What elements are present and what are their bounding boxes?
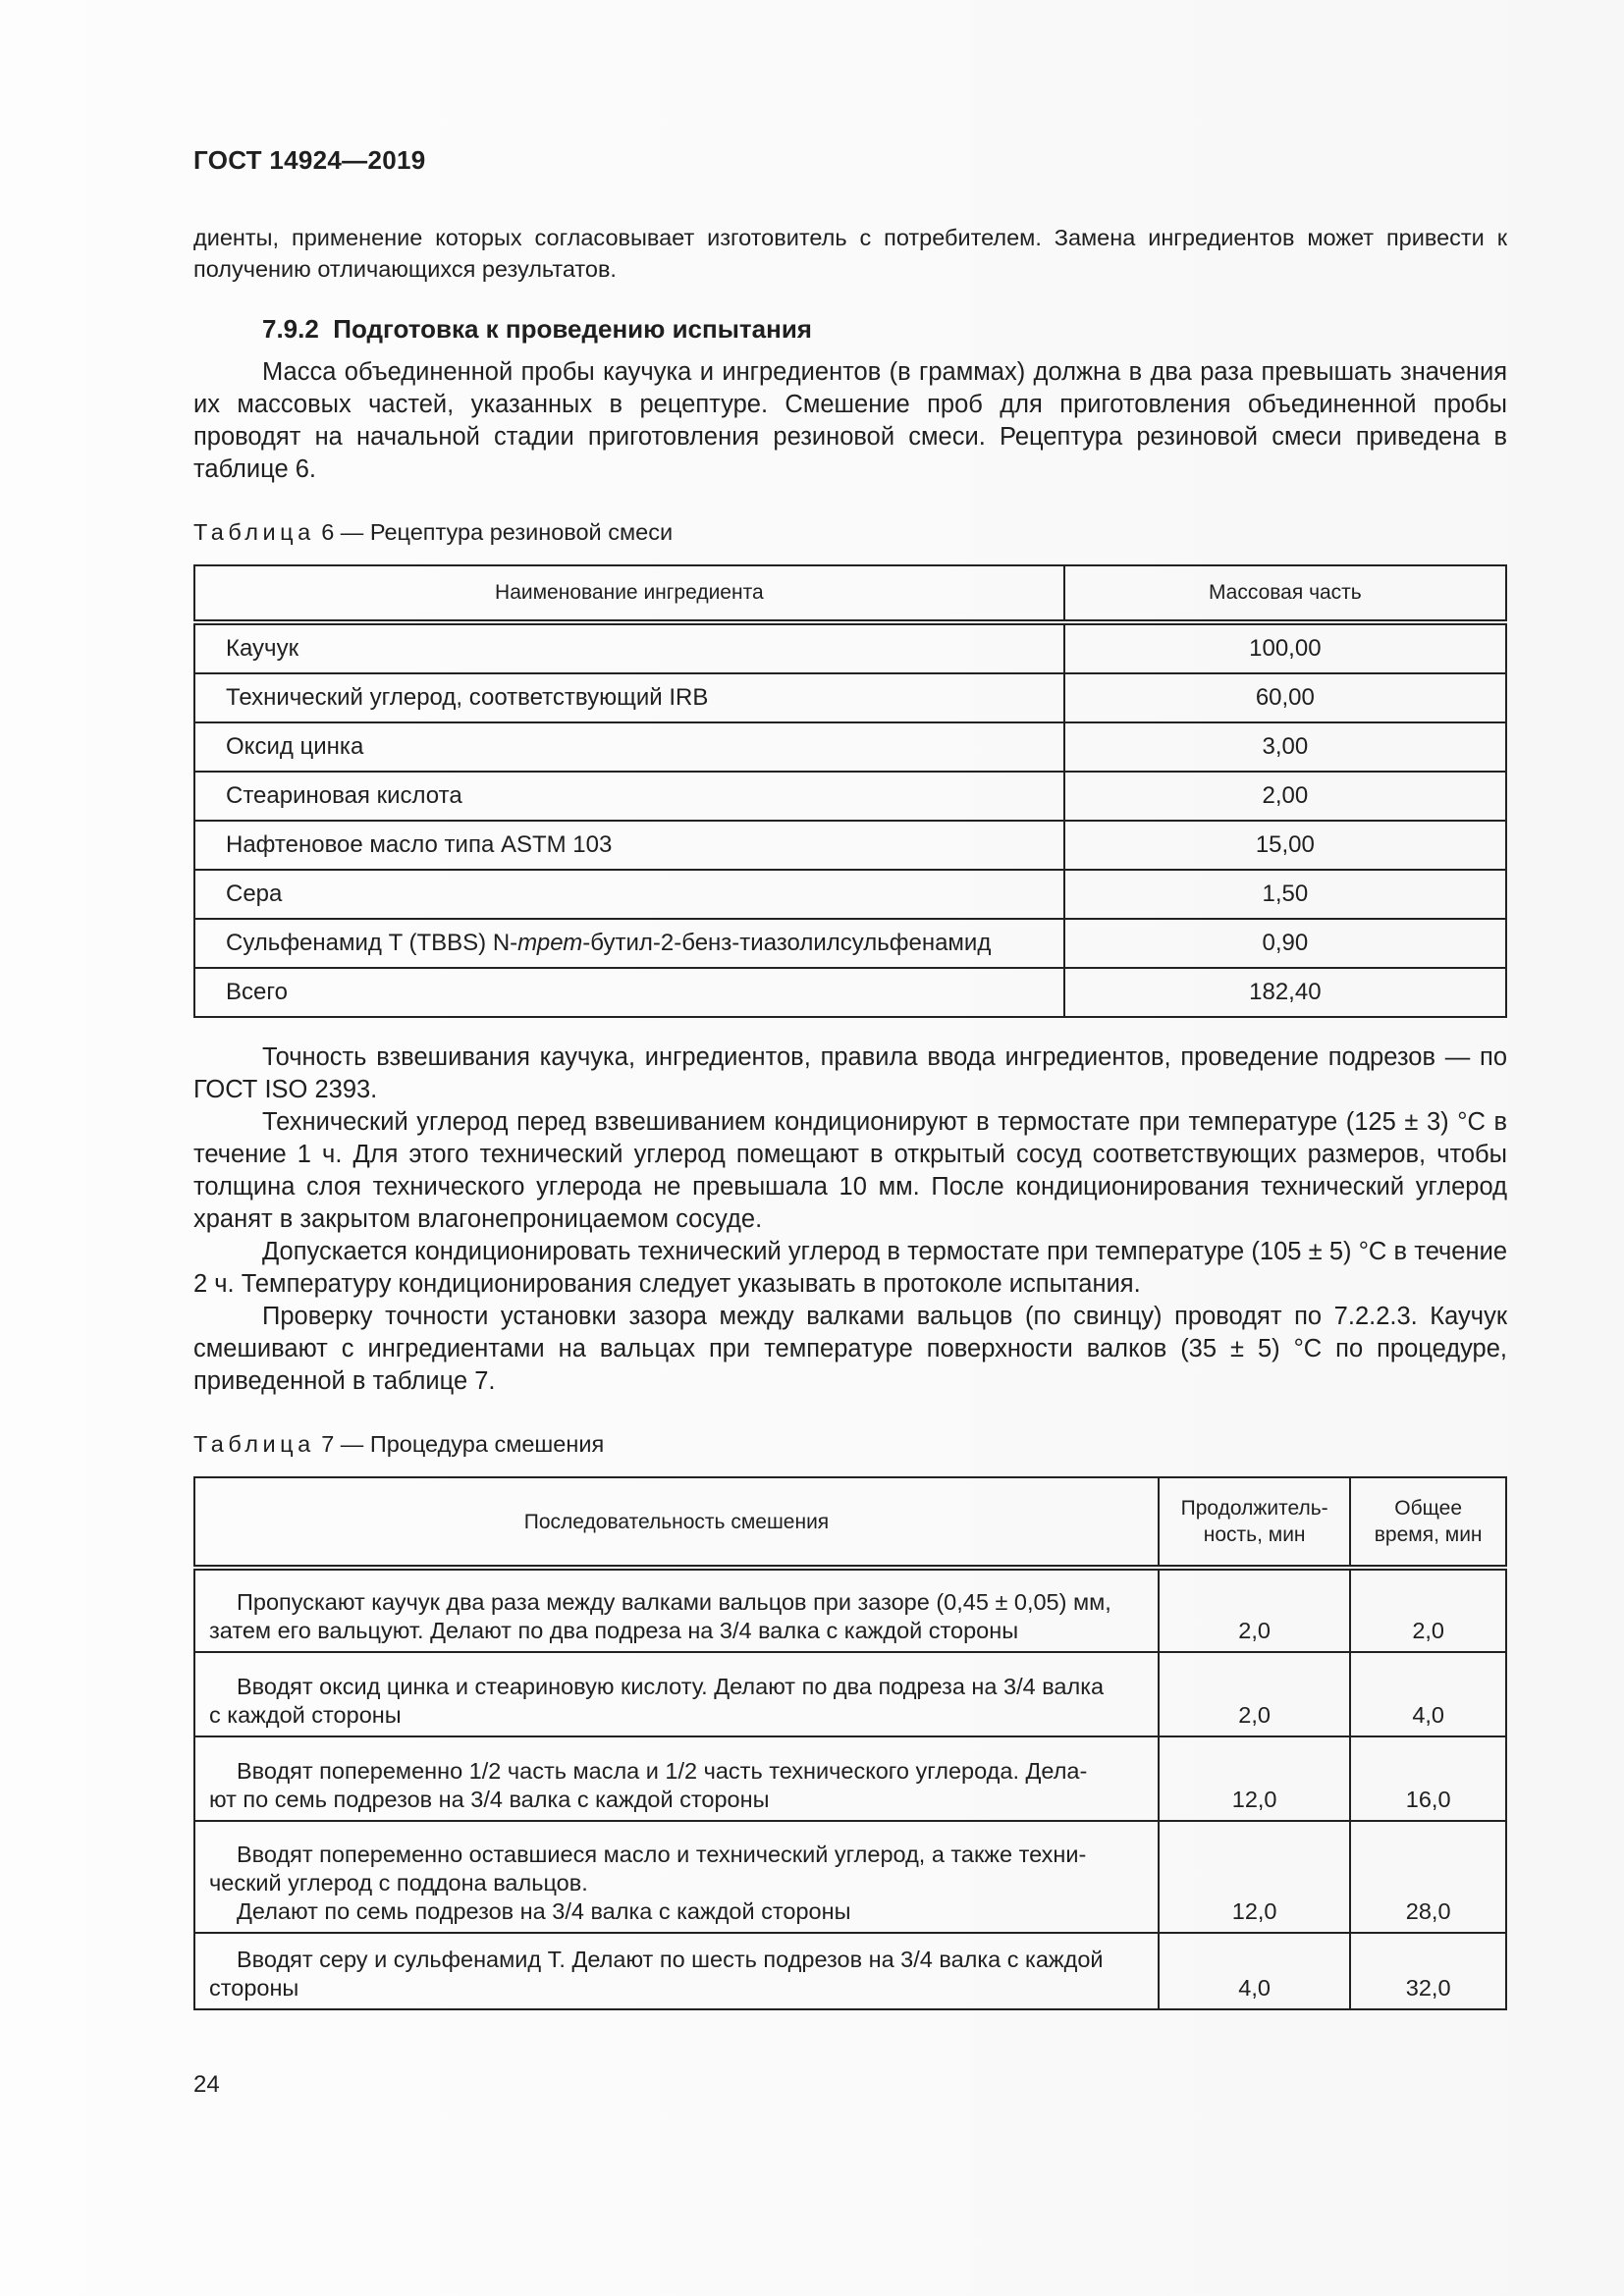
ingredient-name-italic: трет: [517, 930, 583, 956]
step-total-time: 16,0: [1350, 1736, 1506, 1821]
step-duration: 12,0: [1159, 1821, 1350, 1933]
intro-paragraph: диенты, применение которых согласовывает изготовитель с потребителем. Замена ингредиентов может привести к получению отличающихся результатов.: [193, 225, 1507, 282]
ingredient-mass: 60,00: [1064, 673, 1506, 722]
step-line: стороны: [209, 1975, 299, 2001]
step-description: [194, 1568, 1159, 1652]
step-total-time: 32,0: [1350, 1933, 1506, 2009]
table6-caption: [193, 519, 1507, 546]
ingredient-name: [194, 919, 1064, 968]
table-row: [194, 919, 1506, 968]
step-duration: 12,0: [1159, 1736, 1350, 1821]
step-line: с каждой стороны: [209, 1702, 402, 1728]
step-line: Вводят оксид цинка и стеариновую кислоту. Делают по два подреза на 3/4 валка: [237, 1674, 1105, 1699]
ingredient-mass: 100,00: [1064, 622, 1506, 673]
table6: [193, 564, 1507, 1018]
table7-caption-text: 7 — Процедура смешения: [321, 1431, 605, 1457]
section-title: Подготовка к проведению испытания: [333, 314, 812, 344]
ingredient-mass: 0,90: [1064, 919, 1506, 968]
step-total-time: 4,0: [1350, 1652, 1506, 1736]
table-row: [194, 821, 1506, 870]
table7-header-total: [1350, 1477, 1506, 1568]
table6-caption-text: 6 — Рецептура резиновой смеси: [321, 519, 674, 545]
header-line: время, мин: [1374, 1523, 1483, 1546]
total-label: Всего: [194, 968, 1064, 1017]
table-row: [194, 1933, 1506, 2009]
table7-header-sequence: Последовательность смешения: [194, 1477, 1159, 1568]
step-line: Пропускают каучук два раза между валками вальцов при зазоре (0,45 ± 0,05) мм,: [237, 1589, 1111, 1615]
table6-header-row: [194, 565, 1506, 622]
header-line: Общее: [1394, 1497, 1463, 1520]
ingredient-mass: 1,50: [1064, 870, 1506, 919]
step-duration: 2,0: [1159, 1568, 1350, 1652]
table-row: [194, 722, 1506, 772]
ingredient-mass: 15,00: [1064, 821, 1506, 870]
body-paragraph: Допускается кондиционировать технический углерод в термостате при температуре (105 ± 5) °С в течение 2 ч. Температуру кондиционирования следует указывать в протоколе испытания.: [193, 1238, 1507, 1298]
document-header: ГОСТ 14924—2019: [193, 145, 426, 175]
table-row: [194, 870, 1506, 919]
step-description: [194, 1933, 1159, 2009]
table-row: [194, 1736, 1506, 1821]
body-paragraph: Проверку точности установки зазора между валками вальцов (по свинцу) проводят по 7.2.2.3. Каучук смешивают с ингредиентами на вальцах при температуре поверхности валков (35 ± 5) °С по процедуре, приведенной в таблице 7.: [193, 1303, 1507, 1395]
table6-header-name: Наименование ингредиента: [194, 565, 1064, 622]
step-line: ют по семь подрезов на 3/4 валка с каждой стороны: [209, 1787, 770, 1812]
table-row: [194, 673, 1506, 722]
table-row: [194, 1821, 1506, 1933]
ingredient-name: Стеариновая кислота: [194, 772, 1064, 821]
ingredient-mass: 2,00: [1064, 772, 1506, 821]
step-line: Вводят серу и сульфенамид Т. Делают по шесть подрезов на 3/4 валка с каждой: [237, 1947, 1104, 1972]
table-row: [194, 622, 1506, 673]
table6-header-mass: Массовая часть: [1064, 565, 1506, 622]
ingredient-name: Каучук: [194, 622, 1064, 673]
table-row: [194, 772, 1506, 821]
step-line: затем его вальцуют. Делают по два подреза на 3/4 валка с каждой стороны: [209, 1618, 1019, 1643]
step-total-time: 28,0: [1350, 1821, 1506, 1933]
header-line: ность, мин: [1203, 1523, 1306, 1546]
ingredient-name: Сера: [194, 870, 1064, 919]
table7-caption-prefix: Таблица: [193, 1431, 315, 1457]
table7-caption: [193, 1431, 1507, 1458]
step-duration: 2,0: [1159, 1652, 1350, 1736]
table7: [193, 1476, 1507, 2010]
ingredient-name-part: Сульфенамид T (TBBS) N-: [226, 930, 518, 956]
ingredient-mass: 3,00: [1064, 722, 1506, 772]
body-paragraph: Точность взвешивания каучука, ингредиентов, правила ввода ингредиентов, проведение подрезов — по ГОСТ ISO 2393.: [193, 1043, 1507, 1103]
step-line: ческий углерод с поддона вальцов.: [209, 1870, 588, 1896]
table-row: [194, 1568, 1506, 1652]
step-total-time: 2,0: [1350, 1568, 1506, 1652]
table7-header-duration: [1159, 1477, 1350, 1568]
section-heading: [262, 314, 1507, 345]
step-line: Вводят попеременно 1/2 часть масла и 1/2 часть технического углерода. Дела-: [237, 1758, 1088, 1784]
step-description: [194, 1736, 1159, 1821]
table6-caption-prefix: Таблица: [193, 519, 315, 545]
section-number: 7.9.2: [262, 314, 319, 344]
table-row: [194, 1652, 1506, 1736]
step-description: [194, 1821, 1159, 1933]
ingredient-name: Технический углерод, соответствующий IRB: [194, 673, 1064, 722]
header-line: Продолжитель-: [1180, 1497, 1328, 1520]
page-number: 24: [193, 2071, 220, 2098]
step-description: [194, 1652, 1159, 1736]
total-mass: 182,40: [1064, 968, 1506, 1017]
ingredient-name: Нафтеновое масло типа ASTM 103: [194, 821, 1064, 870]
page-content: [193, 145, 1507, 2010]
step-line: Делают по семь подрезов на 3/4 валка с каждой стороны: [237, 1898, 851, 1924]
body-paragraph: Технический углерод перед взвешиванием кондиционируют в термостате при температуре (125 ± 3) °С в течение 1 ч. Для этого технический углерод помещают в открытый сосуд соответствующих размеров, чтобы толщина слоя технического углерода не превышала 10 мм. После кондиционирования технический углерод хранят в закрытом влагонепроницаемом сосуде.: [193, 1108, 1507, 1233]
table7-header-row: [194, 1477, 1506, 1568]
section-paragraph: Масса объединенной пробы каучука и ингредиентов (в граммах) должна в два раза превышать значения их массовых частей, указанных в рецептуре. Смешение проб для приготовления объединенной пробы проводят на начальной стадии приготовления резиновой смеси. Рецептура резиновой смеси приведена в таблице 6.: [193, 358, 1507, 483]
table-row-total: [194, 968, 1506, 1017]
step-duration: 4,0: [1159, 1933, 1350, 2009]
ingredient-name-part: -бутил-2-бенз-тиазолилсульфенамид: [582, 930, 992, 956]
step-line: Вводят попеременно оставшиеся масло и технический углерод, а также техни-: [237, 1842, 1087, 1867]
ingredient-name: Оксид цинка: [194, 722, 1064, 772]
